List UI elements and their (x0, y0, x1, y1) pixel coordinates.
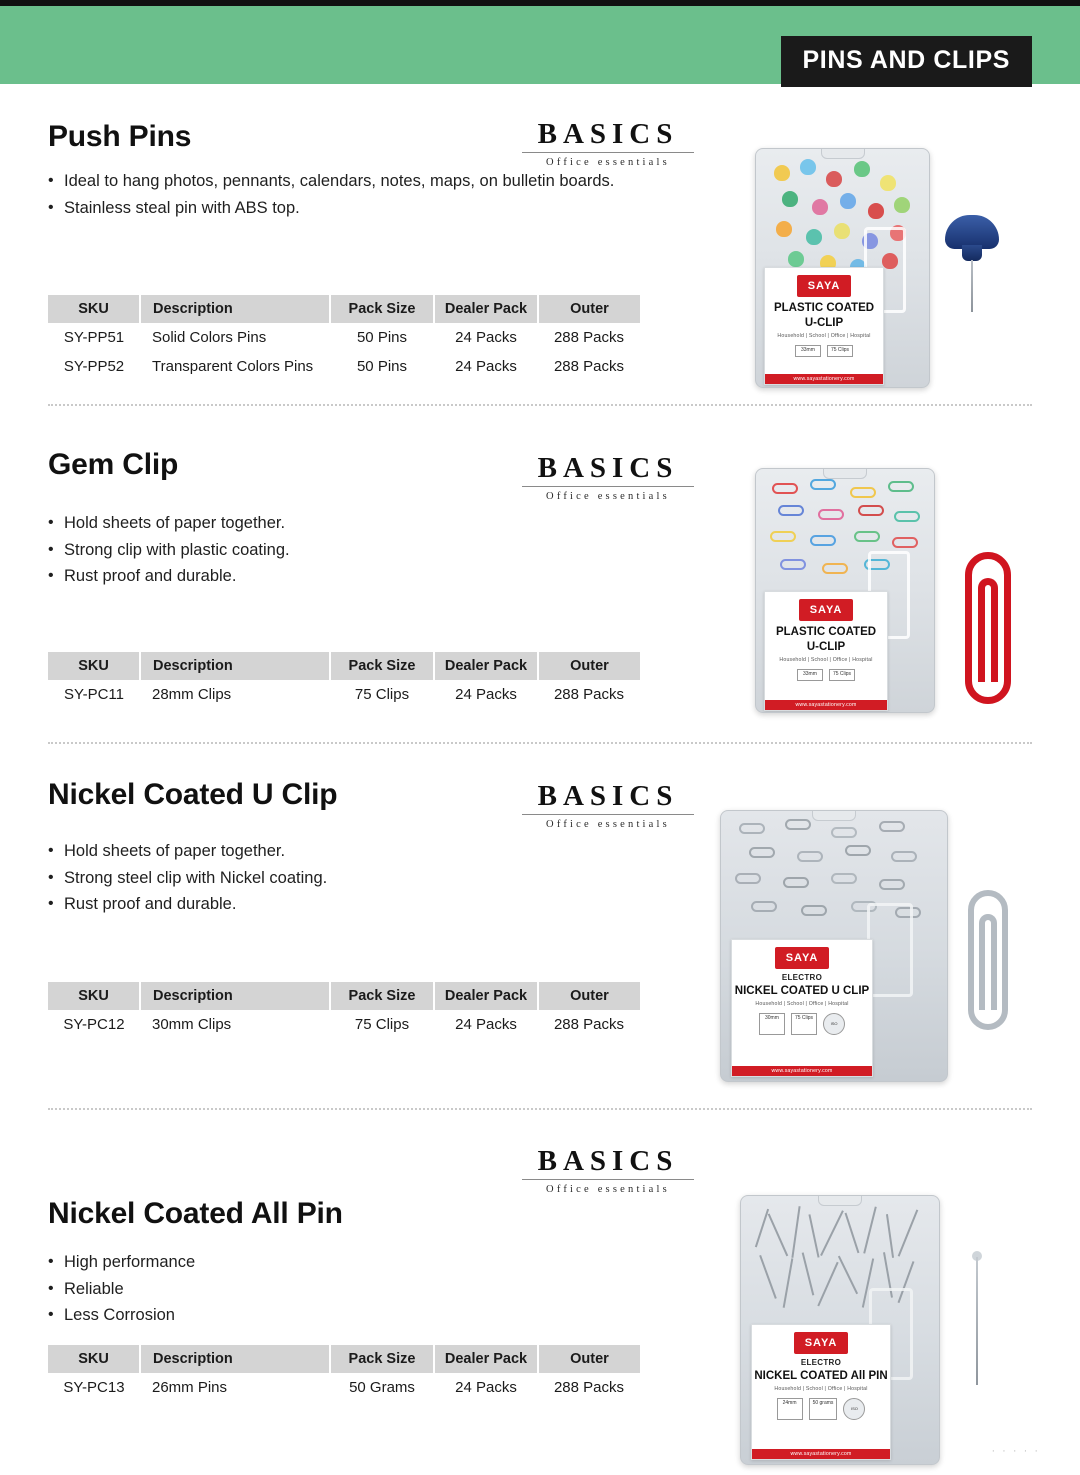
th-pack-size: Pack Size (330, 1345, 434, 1373)
pin-head (945, 215, 999, 249)
section-bullets (48, 510, 708, 590)
cell-pack-size: 75 Clips (354, 686, 410, 703)
product-image-push-pins (740, 100, 1040, 400)
label-line-small: PLASTIC COATED (775, 626, 877, 638)
brand-tagline: Office essentials (546, 491, 670, 502)
page-title: PINS AND CLIPS (781, 36, 1033, 87)
badge-count: 75 Clips (791, 1013, 817, 1035)
cell-outer: 288 Packs (553, 1379, 625, 1396)
brand-rule (522, 814, 694, 815)
section-divider (48, 1108, 1032, 1110)
badge-count: 75 Clips (829, 669, 855, 681)
th-outer: Outer (538, 295, 640, 323)
all-pin-hero-icon (972, 1247, 986, 1397)
product-image-nickel-all-pin (720, 1135, 1040, 1465)
badge-size: 33mm (795, 345, 821, 357)
label-badges (732, 1013, 872, 1035)
bullet-item: • Strong steel clip with Nickel coating. (48, 865, 708, 892)
pin-neck (962, 245, 982, 261)
cell-description: Solid Colors Pins (152, 329, 267, 346)
badge-count: 75 Clips (827, 345, 853, 357)
cell-sku: SY-PC12 (63, 1016, 125, 1033)
cell-outer: 288 Packs (553, 686, 625, 703)
label-url: www.sayastationery.com (765, 374, 883, 384)
cell-pack-size: 50 Pins (356, 358, 408, 375)
bullet-item: • Rust proof and durable. (48, 891, 708, 918)
label-line-tiny: Household | School | Office | Hospital (777, 333, 871, 340)
brand-name: BASICS (537, 118, 679, 150)
th-description: Description (140, 982, 330, 1010)
label-badges (765, 669, 887, 681)
badge-count: 50 grams (809, 1398, 838, 1420)
clip-inner-loop (979, 914, 997, 1010)
push-pin-hero-icon (945, 215, 1015, 325)
cell-description: Transparent Colors Pins (152, 358, 314, 375)
section-bullets (48, 168, 708, 221)
th-description: Description (140, 295, 330, 323)
section-divider (48, 404, 1032, 406)
label-line-big: NICKEL COATED All PIN (754, 1370, 888, 1382)
label-url: www.sayastationery.com (732, 1066, 872, 1076)
table-header-row (48, 652, 640, 680)
th-dealer-pack: Dealer Pack (434, 1345, 538, 1373)
section-bullets (48, 1249, 708, 1329)
cell-sku: SY-PC11 (63, 686, 125, 703)
th-dealer-pack: Dealer Pack (434, 982, 538, 1010)
pin-shaft (976, 1257, 978, 1385)
brand-tagline: Office essentials (546, 819, 670, 830)
brand-tagline: Office essentials (546, 1184, 670, 1195)
cell-description: 26mm Pins (152, 1379, 228, 1396)
th-outer: Outer (538, 652, 640, 680)
spec-table (48, 295, 640, 381)
spec-table-wrap (48, 295, 640, 381)
label-line-small: ELECTRO (781, 973, 823, 982)
table-header-row (48, 982, 640, 1010)
bullet-item: • Strong clip with plastic coating. (48, 537, 708, 564)
product-image-gem-clip (740, 420, 1040, 730)
section-bullets (48, 838, 708, 918)
label-line-tiny: Household | School | Office | Hospital (755, 1001, 849, 1008)
pack-label (764, 591, 888, 711)
cell-outer: 288 Packs (553, 358, 625, 375)
clip-inner-loop (978, 578, 998, 682)
spec-table (48, 652, 640, 709)
quality-seal-icon: ISO (823, 1013, 845, 1035)
label-badges (765, 345, 883, 357)
spec-table (48, 1345, 640, 1402)
label-badges (752, 1398, 890, 1420)
th-description: Description (140, 652, 330, 680)
brand-logo (498, 782, 718, 830)
spec-table (48, 982, 640, 1039)
pack-label (751, 1324, 891, 1460)
th-sku: SKU (48, 982, 140, 1010)
bullet-item: • Ideal to hang photos, pennants, calendars, notes, maps, on bulletin boards. (48, 168, 708, 195)
spec-table-wrap (48, 982, 640, 1039)
cell-dealer-pack: 24 Packs (455, 1016, 517, 1033)
label-line-big: NICKEL COATED U CLIP (734, 985, 870, 997)
bullet-item: • Stainless steal pin with ABS top. (48, 195, 708, 222)
cell-sku: SY-PC13 (63, 1379, 125, 1396)
cell-outer: 288 Packs (553, 1016, 625, 1033)
saya-logo: SAYA (799, 599, 853, 621)
th-outer: Outer (538, 982, 640, 1010)
brand-rule (522, 152, 694, 153)
saya-logo: SAYA (794, 1332, 848, 1354)
cell-outer: 288 Packs (553, 329, 625, 346)
brand-rule (522, 486, 694, 487)
label-line-tiny: Household | School | Office | Hospital (779, 657, 873, 664)
product-image-nickel-u-clip (720, 760, 1040, 1090)
table-row (48, 1010, 640, 1039)
th-sku: SKU (48, 652, 140, 680)
table-header-row (48, 1345, 640, 1373)
cell-dealer-pack: 24 Packs (455, 329, 517, 346)
brand-logo (498, 1147, 718, 1195)
table-row (48, 352, 640, 381)
th-sku: SKU (48, 1345, 140, 1373)
section-title: Nickel Coated U Clip (48, 778, 338, 811)
label-line-tiny: Household | School | Office | Hospital (774, 1386, 868, 1393)
table-row (48, 323, 640, 352)
brand-logo (498, 120, 718, 168)
product-box (755, 148, 930, 388)
bullet-item: • Hold sheets of paper together. (48, 510, 708, 537)
cell-pack-size: 50 Grams (349, 1379, 415, 1396)
label-line-big: U-CLIP (804, 317, 844, 330)
badge-size: 24mm (777, 1398, 803, 1420)
th-dealer-pack: Dealer Pack (434, 295, 538, 323)
label-line-big: U-CLIP (806, 641, 846, 654)
pin-spike (971, 260, 973, 312)
brand-name: BASICS (537, 1145, 679, 1177)
th-sku: SKU (48, 295, 140, 323)
table-row (48, 680, 640, 709)
cell-dealer-pack: 24 Packs (455, 358, 517, 375)
bullet-item: • High performance (48, 1249, 708, 1276)
bullet-item: • Rust proof and durable. (48, 563, 708, 590)
cell-pack-size: 75 Clips (354, 1016, 410, 1033)
brand-logo (498, 454, 718, 502)
brand-name: BASICS (537, 780, 679, 812)
nickel-clip-hero-icon (968, 890, 1024, 1040)
brand-rule (522, 1179, 694, 1180)
saya-logo: SAYA (797, 275, 851, 297)
section-divider (48, 742, 1032, 744)
label-line-small: ELECTRO (800, 1358, 842, 1367)
label-url: www.sayastationery.com (752, 1449, 890, 1459)
badge-size: 33mm (797, 669, 823, 681)
bullet-item: • Reliable (48, 1276, 708, 1303)
product-box (720, 810, 948, 1082)
label-line-small: PLASTIC COATED (773, 302, 875, 314)
paper-clip-hero-icon (965, 552, 1025, 712)
section-title: Push Pins (48, 120, 192, 153)
clip-illustration (867, 903, 913, 997)
page-footer-marker: · · · · · (991, 1445, 1040, 1457)
spec-table-wrap (48, 1345, 640, 1402)
section-title: Nickel Coated All Pin (48, 1197, 343, 1230)
th-outer: Outer (538, 1345, 640, 1373)
pack-label (731, 939, 873, 1077)
quality-seal-icon: ISO (843, 1398, 865, 1420)
th-pack-size: Pack Size (330, 295, 434, 323)
th-dealer-pack: Dealer Pack (434, 652, 538, 680)
bullet-item: • Hold sheets of paper together. (48, 838, 708, 865)
cell-dealer-pack: 24 Packs (455, 686, 517, 703)
th-description: Description (140, 1345, 330, 1373)
th-pack-size: Pack Size (330, 982, 434, 1010)
table-row (48, 1373, 640, 1402)
product-box (755, 468, 935, 713)
th-pack-size: Pack Size (330, 652, 434, 680)
cell-pack-size: 50 Pins (356, 329, 408, 346)
saya-logo: SAYA (775, 947, 829, 969)
section-title: Gem Clip (48, 448, 179, 481)
brand-tagline: Office essentials (546, 157, 670, 168)
badge-size: 30mm (759, 1013, 785, 1035)
label-url: www.sayastationery.com (765, 700, 887, 710)
cell-description: 30mm Clips (152, 1016, 232, 1033)
bullet-item: • Less Corrosion (48, 1302, 708, 1329)
cell-sku: SY-PP52 (63, 358, 125, 375)
table-header-row (48, 295, 640, 323)
pack-label (764, 267, 884, 385)
cell-dealer-pack: 24 Packs (455, 1379, 517, 1396)
brand-name: BASICS (537, 452, 679, 484)
cell-description: 28mm Clips (152, 686, 232, 703)
cell-sku: SY-PP51 (63, 329, 125, 346)
spec-table-wrap (48, 652, 640, 709)
product-box (740, 1195, 940, 1465)
